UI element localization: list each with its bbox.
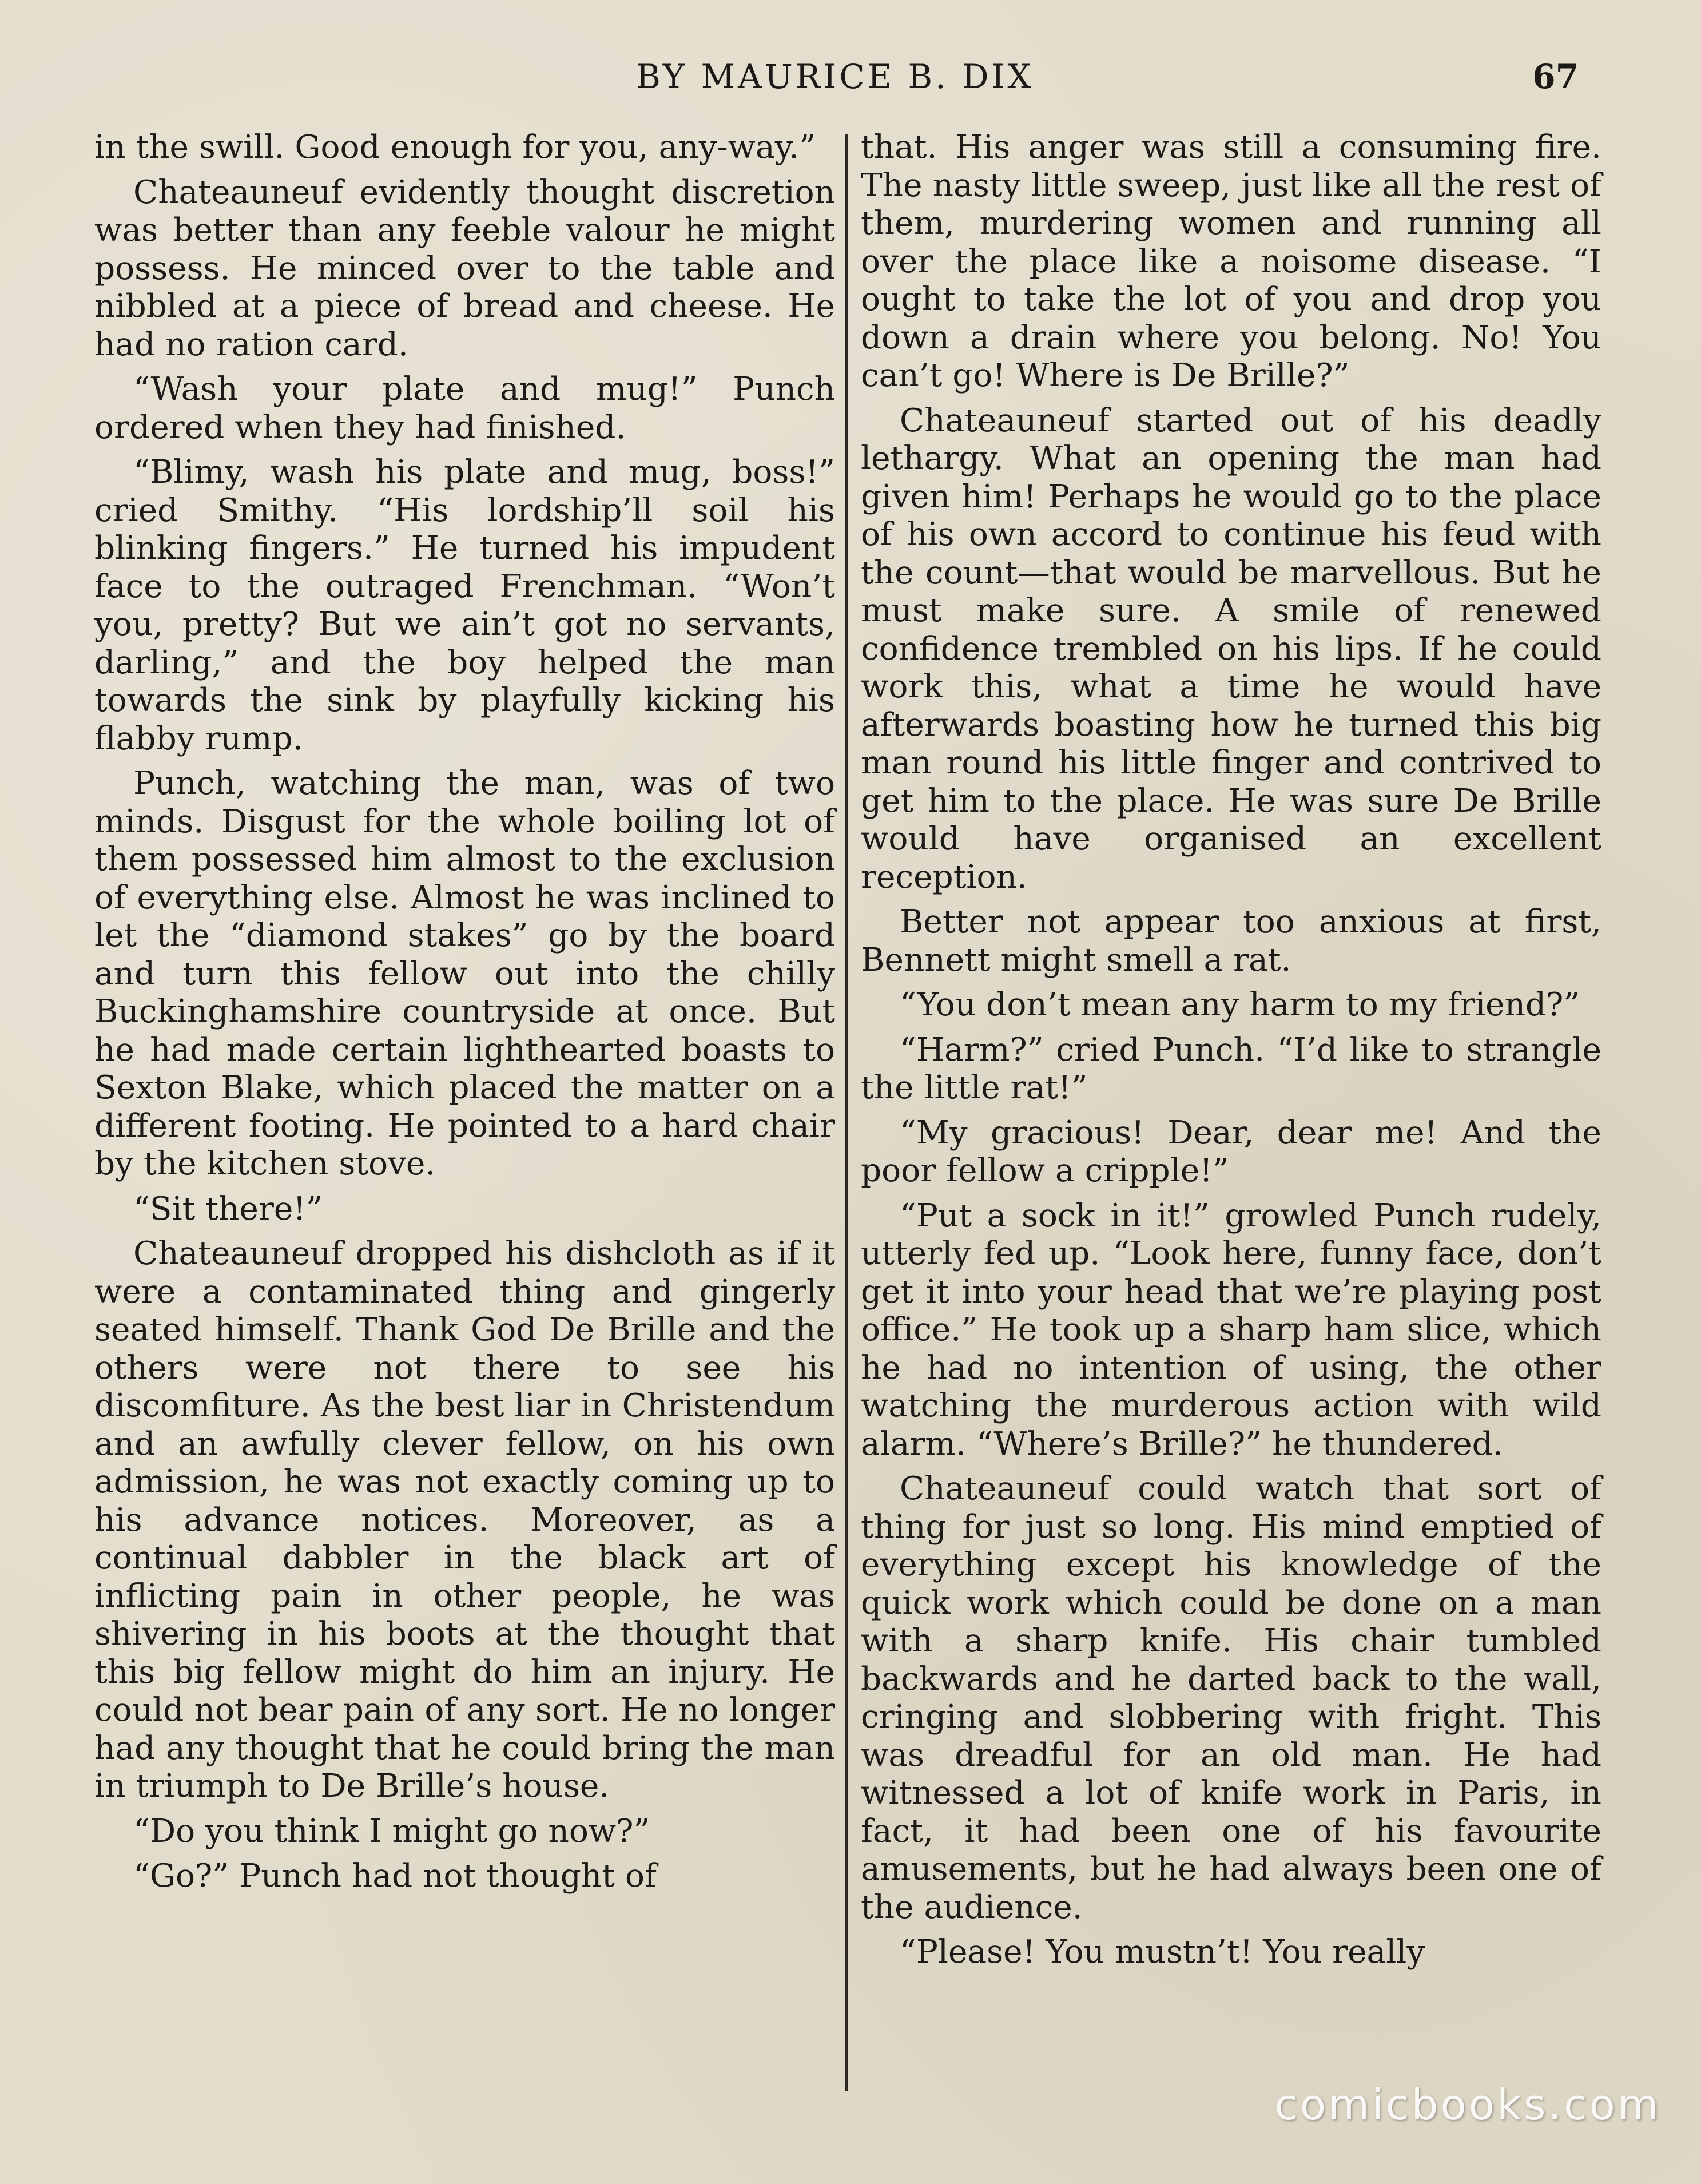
right-column: [861, 129, 1601, 1979]
paragraph: Punch, watching the man, was of two minds. Disgust for the whole boiling lot of them possessed him almost to the exclusion of everything else. Almost he was inclined to let the “diamond stakes” go by the board and turn this fellow out into the chilly Buckinghamshire countryside at once. But he had made certain lighthearted boasts to Sexton Blake, which placed the matter on a different footing. He pointed to a hard chair by the kitchen stove.: [94, 765, 835, 1182]
paragraph: “My gracious! Dear, dear me! And the poor fellow a cripple!”: [861, 1114, 1601, 1189]
paragraph: Chateauneuf started out of his deadly lethargy. What an opening the man had given him! Perhaps he would go to the place of his own accord to continue his feud with the count—that would be marvellous. But he must make sure. A smile of renewed confidence trembled on his lips. If he could work this, what a time he would have afterwards boasting how he turned this big man round his little finger and contrived to get him to the place. He was sure De Brille would have organised an excellent reception.: [861, 402, 1601, 896]
page-number: 67: [1532, 57, 1579, 96]
column-divider: [845, 134, 848, 2091]
running-head: BY MAURICE B. DIX: [636, 57, 1034, 96]
paragraph: “Put a sock in it!” growled Punch rudely, utterly fed up. “Look here, funny face, don’t get it into your head that we’re playing post office.” He took up a sharp ham slice, which he had no intention of using, the other watching the murderous action with wild alarm. “Where’s Brille?” he thundered.: [861, 1197, 1601, 1463]
paragraph: in the swill. Good enough for you, any-way.”: [94, 129, 816, 166]
paragraph: “Sit there!”: [133, 1190, 323, 1228]
paragraph: that. His anger was still a consuming fire. The nasty little sweep, just like all the rest of them, murdering women and running all over the place like a noisome disease. “I ought to take the lot of you and drop you down a drain where you belong. No! You can’t go! Where is De Brille?”: [861, 129, 1601, 394]
paragraph: Better not appear too anxious at first, Bennett might smell a rat.: [861, 903, 1601, 979]
paragraph: Chateauneuf evidently thought discretion was better than any feeble valour he might possess. He minced over to the table and nibbled at a piece of bread and cheese. He had no ration card.: [94, 173, 835, 363]
paragraph: “You don’t mean any harm to my friend?”: [900, 986, 1580, 1023]
watermark: comicbooks.com: [1274, 2080, 1661, 2130]
paragraph: “Blimy, wash his plate and mug, boss!” cried Smithy. “His lordship’ll soil his blinking fingers.” He turned his impudent face to the outraged Frenchman. “Won’t you, pretty? But we ain’t got no servants, darling,” and the boy helped the man towards the sink by playfully kicking his flabby rump.: [94, 454, 835, 757]
left-column: [94, 129, 835, 1903]
paragraph: “Do you think I might go now?”: [133, 1812, 650, 1850]
paragraph: Chateauneuf could watch that sort of thing for just so long. His mind emptied of everything except his knowledge of the quick work which could be done on a man with a sharp knife. His chair tumbled backwards and he darted back to the wall, cringing and slobbering with fright. This was dreadful for an old man. He had witnessed a lot of knife work in Paris, in fact, it had been one of his favourite amusements, but he had always been one of the audience.: [861, 1470, 1601, 1926]
paragraph: “Harm?” cried Punch. “I’d like to strangle the little rat!”: [861, 1031, 1601, 1106]
page-header: [92, 57, 1579, 103]
paragraph: “Go?” Punch had not thought of: [133, 1857, 657, 1895]
paragraph: Chateauneuf dropped his dishcloth as if it were a contaminated thing and gingerly seated himself. Thank God De Brille and the others were not there to see his discomfiture. As the best liar in Christendum and an awfully clever fellow, on his own admission, he was not exactly coming up to his advance notices. Moreover, as a continual dabbler in the black art of inflicting pain in other people, he was shivering in his boots at the thought that this big fellow might do him an injury. He could not bear pain of any sort. He no longer had any thought that he could bring the man in triumph to De Brille’s house.: [94, 1235, 835, 1805]
paragraph: “Wash your plate and mug!” Punch ordered when they had finished.: [94, 371, 835, 446]
paragraph: “Please! You mustn’t! You really: [900, 1933, 1425, 1971]
